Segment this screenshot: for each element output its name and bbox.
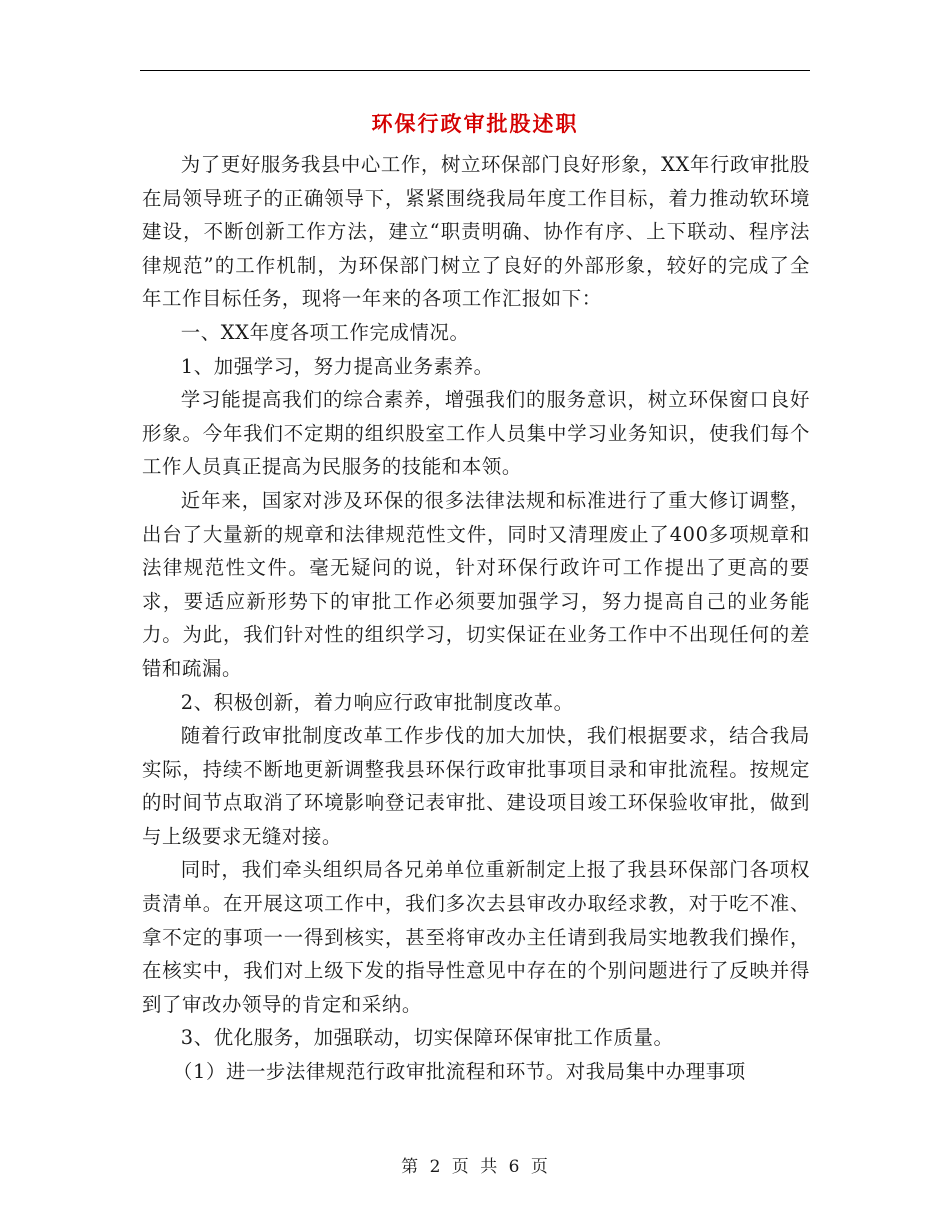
paragraph-responsibility-list: 同时，我们牵头组织局各兄弟单位重新制定上报了我县环保部门各项权责清单。在开展这项工作中，我们多次去县审改办取经求教，对于吃不准、拿不定的事项一一得到核实，甚至将审改办主任请到我局实地教我们操作，在核实中，我们对上级下发的指导性意见中存在的个别问题进行了反映并得到了审改办领导的肯定和采纳。: [142, 858, 810, 1016]
footer-total-word: 共: [480, 1157, 499, 1177]
footer-total-pages: 6: [508, 1157, 521, 1177]
footer-prefix: 第: [401, 1157, 420, 1177]
section-heading-1: 一、XX年度各项工作完成情况。: [180, 320, 470, 344]
paragraph-regulations: 近年来，国家对涉及环保的很多法律法规和标准进行了重大修订调整，出台了大量新的规章和法律规范性文件，同时又清理废止了400多项规章和法律规范性文件。毫无疑问的说，针对环保行政许可工作提出了更高的要求，要适应新形势下的审批工作必须要加强学习，努力提高自己的业务能力。为此，我们针对性的组织学习，切实保证在业务工作中不出现任何的差错和疏漏。: [142, 488, 810, 680]
footer-current-page: 2: [429, 1157, 442, 1177]
subheading-study: 1、加强学习，努力提高业务素养。: [180, 354, 494, 378]
header-rule: [140, 70, 810, 71]
document-title: 环保行政审批股述职: [371, 111, 579, 136]
paragraph-study: 学习能提高我们的综合素养，增强我们的服务意识，树立环保窗口良好形象。今年我们不定期的组织股室工作人员集中学习业务知识，使我们每个工作人员真正提高为民服务的技能和本领。: [142, 388, 810, 479]
paragraph-item-1: （1）进一步法律规范行政审批流程和环节。对我局集中办理事项: [173, 1060, 746, 1084]
subheading-innovation: 2、积极创新，着力响应行政审批制度改革。: [180, 690, 574, 714]
subheading-service: 3、优化服务，加强联动，切实保障环保审批工作质量。: [180, 1026, 674, 1050]
page-footer: [0, 1152, 950, 1177]
footer-page-word: 页: [451, 1157, 470, 1177]
footer-suffix: 页: [530, 1157, 549, 1177]
paragraph-reform: 随着行政审批制度改革工作步伐的加大加快，我们根据要求，结合我局实际，持续不断地更新调整我县环保行政审批事项目录和审批流程。按规定的时间节点取消了环境影响登记表审批、建设项目竣工环保验收审批，做到与上级要求无缝对接。: [142, 724, 810, 848]
document-body: [142, 148, 810, 1089]
paragraph-intro: 为了更好服务我县中心工作，树立环保部门良好形象，XX年行政审批股在局领导班子的正确领导下，紧紧围绕我局年度工作目标，着力推动软环境建设，不断创新工作方法，建立“职责明确、协作有序、上下联动、程序法律规范”的工作机制，为环保部门树立了良好的外部形象，较好的完成了全年工作目标任务，现将一年来的各项工作汇报如下：: [142, 153, 810, 311]
